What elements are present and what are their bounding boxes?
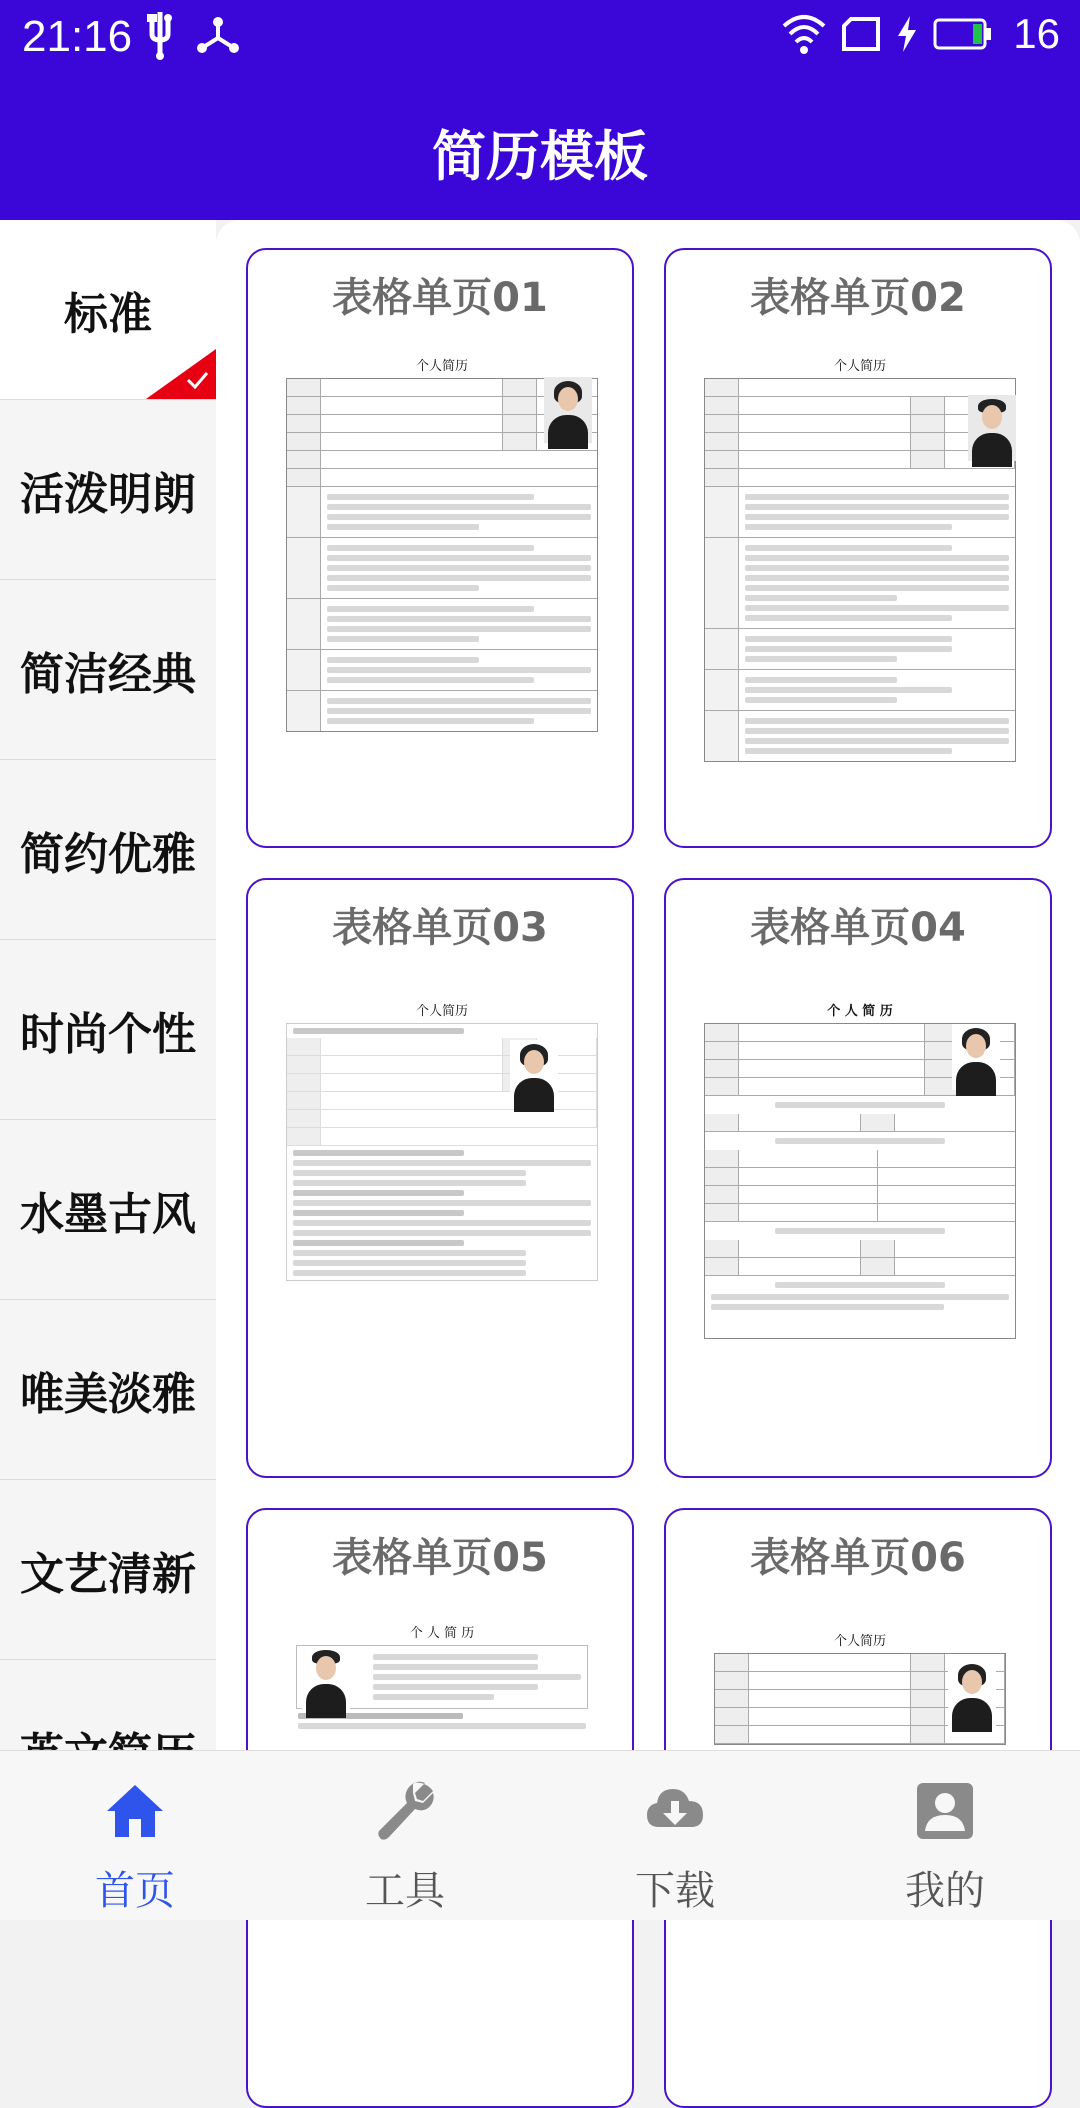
tab-profile[interactable] bbox=[810, 1751, 1080, 1920]
resume-photo bbox=[968, 395, 1016, 461]
app-header bbox=[0, 80, 1080, 220]
resume-photo bbox=[510, 1040, 558, 1106]
battery-icon bbox=[933, 17, 993, 51]
resume-thumbnail bbox=[700, 355, 1020, 820]
category-label: 简约优雅 bbox=[20, 828, 196, 880]
cloud-download-icon bbox=[643, 1779, 707, 1843]
home-icon bbox=[103, 1779, 167, 1843]
tab-label: 首页 bbox=[95, 1868, 175, 1914]
tab-label: 工具 bbox=[365, 1868, 445, 1914]
tab-download[interactable] bbox=[540, 1751, 810, 1920]
category-item-lively[interactable] bbox=[0, 400, 216, 580]
template-card[interactable] bbox=[664, 248, 1052, 848]
category-item-fresh[interactable] bbox=[0, 1480, 216, 1660]
status-time: 21:16 bbox=[22, 12, 133, 61]
resume-doc-title: 个人简历 bbox=[415, 359, 468, 374]
wifi-icon bbox=[781, 12, 827, 56]
tab-home[interactable] bbox=[0, 1751, 270, 1920]
resume-doc-title: 个人简历 bbox=[833, 359, 886, 374]
check-icon bbox=[184, 367, 210, 393]
category-label: 唯美淡雅 bbox=[20, 1368, 196, 1420]
resume-photo bbox=[544, 377, 592, 443]
category-item-ink-style[interactable] bbox=[0, 1120, 216, 1300]
charging-icon bbox=[895, 14, 919, 54]
share-node-icon bbox=[196, 10, 240, 60]
sim-card-icon bbox=[841, 16, 881, 52]
category-sidebar bbox=[0, 220, 216, 1750]
resume-doc-title: 个 人 简 历 bbox=[409, 1626, 475, 1641]
page-title: 简历模板 bbox=[432, 125, 648, 188]
status-bar bbox=[0, 0, 1080, 80]
resume-photo bbox=[948, 1660, 996, 1726]
template-grid-area bbox=[216, 220, 1080, 1750]
battery-level: 16 bbox=[1013, 10, 1060, 57]
tab-label: 我的 bbox=[905, 1868, 985, 1914]
template-title: 表格单页06 bbox=[750, 1535, 966, 1581]
usb-icon bbox=[142, 10, 178, 60]
tab-label: 下载 bbox=[635, 1868, 715, 1914]
wrench-icon bbox=[373, 1779, 437, 1843]
resume-doc-title: 个人简历 bbox=[833, 1634, 886, 1649]
resume-photo bbox=[952, 1024, 1000, 1090]
template-title: 表格单页01 bbox=[332, 275, 548, 321]
template-title: 表格单页03 bbox=[332, 905, 548, 951]
category-label: 标准 bbox=[64, 288, 152, 340]
category-item-elegant[interactable] bbox=[0, 760, 216, 940]
category-label: 文艺清新 bbox=[20, 1548, 196, 1600]
resume-thumbnail bbox=[282, 355, 602, 820]
template-title: 表格单页05 bbox=[332, 1535, 548, 1581]
tab-tools[interactable] bbox=[270, 1751, 540, 1920]
category-label: 简洁经典 bbox=[20, 648, 196, 700]
template-card[interactable] bbox=[246, 248, 634, 848]
category-item-classic[interactable] bbox=[0, 580, 216, 760]
resume-doc-title: 个人简历 bbox=[415, 1004, 468, 1019]
category-label: 时尚个性 bbox=[20, 1008, 196, 1060]
category-item-standard[interactable] bbox=[0, 220, 216, 400]
template-title: 表格单页02 bbox=[750, 275, 966, 321]
resume-photo bbox=[302, 1646, 350, 1712]
template-card[interactable] bbox=[664, 878, 1052, 1478]
category-item-graceful[interactable] bbox=[0, 1300, 216, 1480]
bottom-tab-bar bbox=[0, 1750, 1080, 1920]
category-label: 活泼明朗 bbox=[20, 468, 196, 520]
resume-thumbnail bbox=[282, 1000, 602, 1465]
resume-doc-title: 个 人 简 历 bbox=[827, 1004, 893, 1019]
category-item-fashion[interactable] bbox=[0, 940, 216, 1120]
template-title: 表格单页04 bbox=[750, 905, 966, 951]
resume-thumbnail bbox=[700, 1000, 1020, 1465]
template-card[interactable] bbox=[246, 878, 634, 1478]
user-icon bbox=[913, 1779, 977, 1843]
category-label: 水墨古风 bbox=[20, 1188, 196, 1240]
